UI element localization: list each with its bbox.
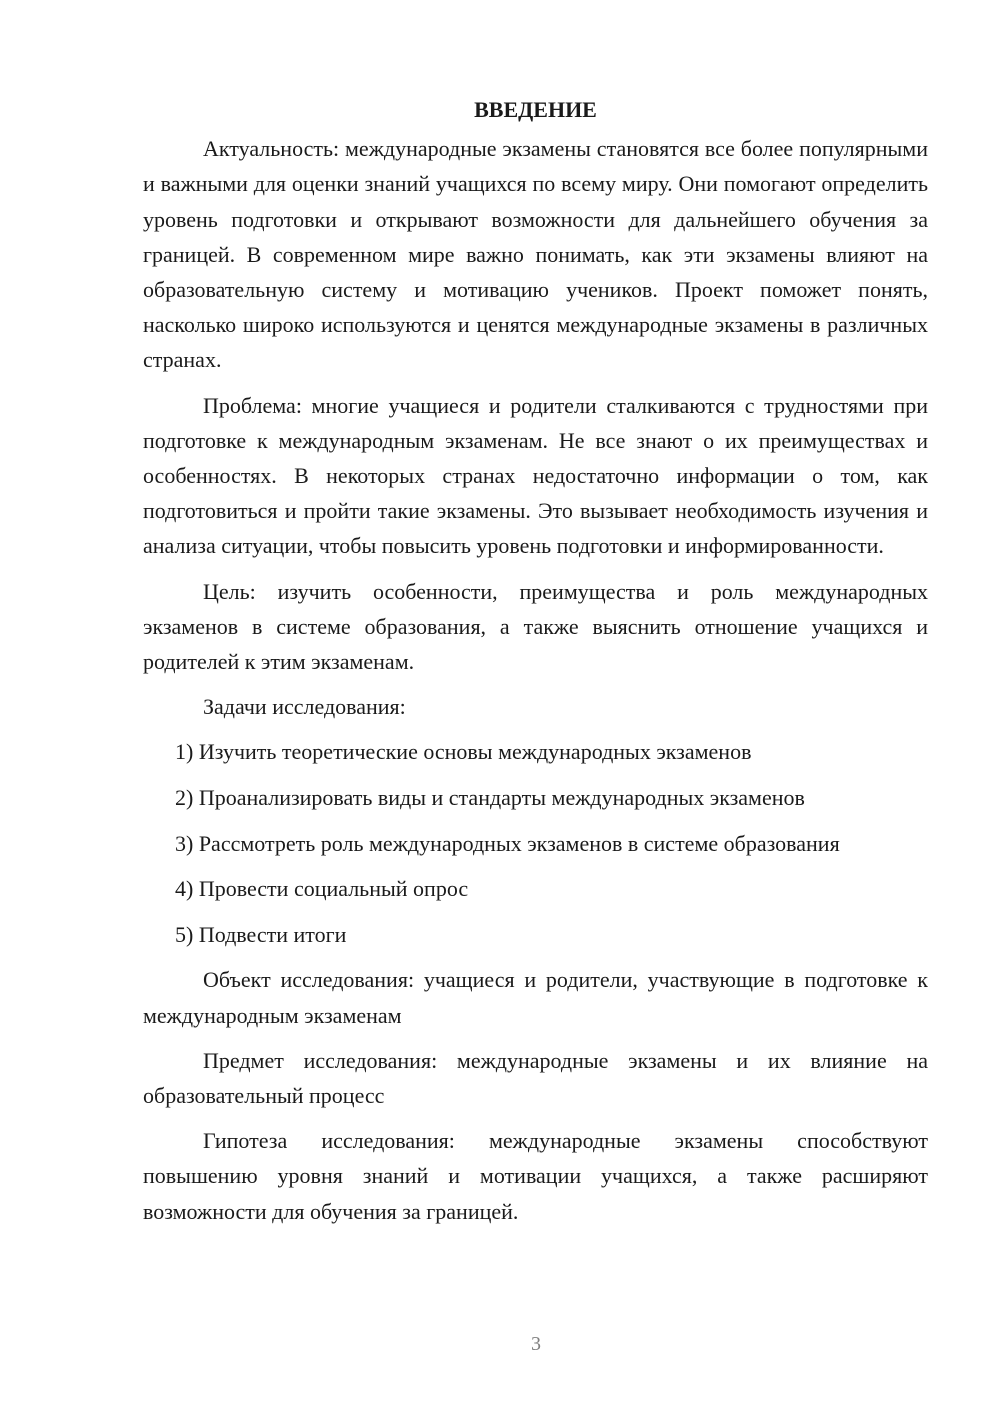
document-page: [143, 92, 928, 1239]
subject-paragraph: Предмет исследования: международные экзамены и их влияние на образовательный процесс: [143, 1047, 928, 1109]
goal-paragraph: Цель: изучить особенности, преимущества и роль международных экзаменов в системе образования, а также выяснить отношение учащихся и родителей к этим экзаменам.: [143, 578, 928, 675]
task-item: 5) Подвести итоги: [175, 921, 347, 947]
tasks-list: [143, 734, 928, 952]
problem-paragraph: Проблема: многие учащиеся и родители сталкиваются с трудностями при подготовке к международным экзаменам. Не все знают о их преимуществах и особенностях. В некоторых странах недостаточно информации о том, как подготовиться и пройти такие экзамены. Это вызывает необходимость изучения и анализа ситуации, чтобы повысить уровень подготовки и информированности.: [143, 392, 928, 559]
task-item: 2) Проанализировать виды и стандарты международных экзаменов: [175, 785, 805, 811]
section-heading: ВВЕДЕНИЕ: [474, 97, 597, 122]
tasks-title: Задачи исследования:: [203, 694, 406, 720]
hypothesis-paragraph: Гипотеза исследования: международные экзамены способствуют повышению уровня знаний и мотивации учащихся, а также расширяют возможности для обучения за границей.: [143, 1128, 928, 1224]
relevance-paragraph: Актуальность: международные экзамены становятся все более популярными и важными для оценки знаний учащихся по всему миру. Они помогают определить уровень подготовки и открывают возможности для дальнейшего обучения за границей. В современном мире важно понимать, как эти экзамены влияют на образовательную систему и мотивацию учеников. Проект поможет понять, насколько широко используются и ценятся международные экзамены в различных странах.: [143, 136, 928, 373]
task-item: 3) Рассмотреть роль международных экзаменов в системе образования: [175, 830, 840, 856]
task-item: 1) Изучить теоретические основы международных экзаменов: [175, 739, 752, 765]
task-item: 4) Провести социальный опрос: [175, 876, 469, 902]
page-number: 3: [531, 1333, 541, 1355]
object-paragraph: Объект исследования: учащиеся и родители, участвующие в подготовке к международным экзаменам: [143, 967, 928, 1028]
